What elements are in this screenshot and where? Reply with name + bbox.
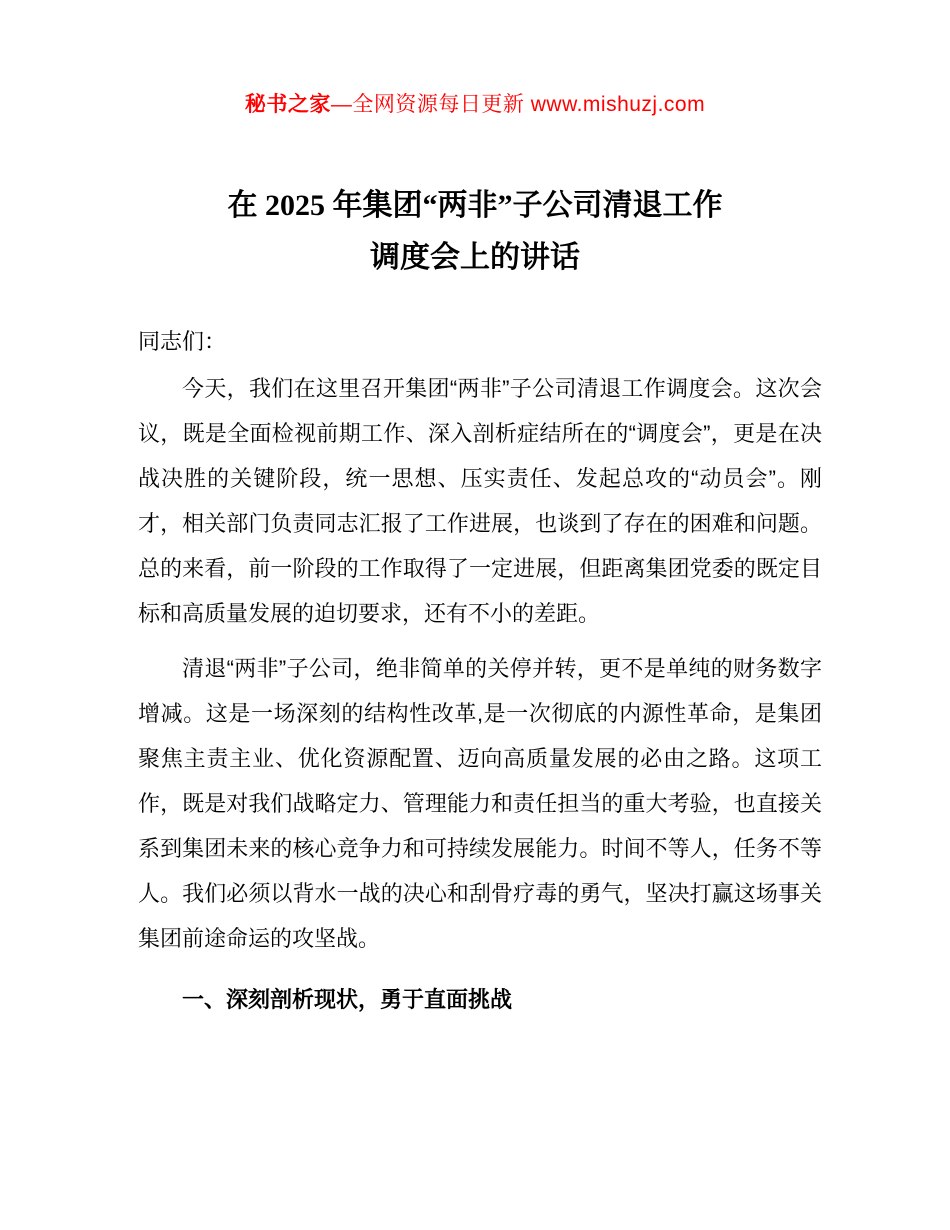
- document-title-line-2: 调度会上的讲话: [370, 240, 580, 274]
- document-body: [0, 319, 950, 1022]
- salutation: 同志们：: [138, 329, 227, 355]
- document-title-line-1: 在 2025 年集团“两非”子公司清退工作: [227, 189, 723, 222]
- site-url-link[interactable]: www.mishuzj.com: [530, 93, 706, 116]
- site-tagline: —全网资源每日更新: [330, 93, 531, 116]
- section-heading-1: 一、深刻剖析现状，勇于直面挑战: [182, 987, 513, 1013]
- site-header: [0, 0, 950, 118]
- paragraph-2: 清退“两非”子公司，绝非简单的关停并转，更不是单纯的财务数字增减。这是一场深刻的结构性改革,是一次彻底的内源性革命，是集团聚焦主责主业、优化资源配置、迈向高质量发展的必由之路。这项工作，既是对我们战略定力、管理能力和责任担当的重大考验，也直接关系到集团未来的核心竞争力和可持续发展能力。时间不等人，任务不等人。我们必须以背水一战的决心和刮骨疗毒的勇气，坚决打赢这场事关集团前途命运的攻坚战。: [138, 656, 822, 952]
- paragraph-1: 今天，我们在这里召开集团“两非”子公司清退工作调度会。这次会议，既是全面检视前期工作、深入剖析症结所在的“调度会”，更是在决战决胜的关键阶段，统一思想、压实责任、发起总攻的“动员会”。刚才，相关部门负责同志汇报了工作进展，也谈到了存在的困难和问题。总的来看，前一阶段的工作取得了一定进展，但距离集团党委的既定目标和高质量发展的迫切要求，还有不小的差距。: [138, 376, 822, 627]
- document-title: [0, 180, 950, 283]
- site-name: 秘书之家: [244, 93, 331, 116]
